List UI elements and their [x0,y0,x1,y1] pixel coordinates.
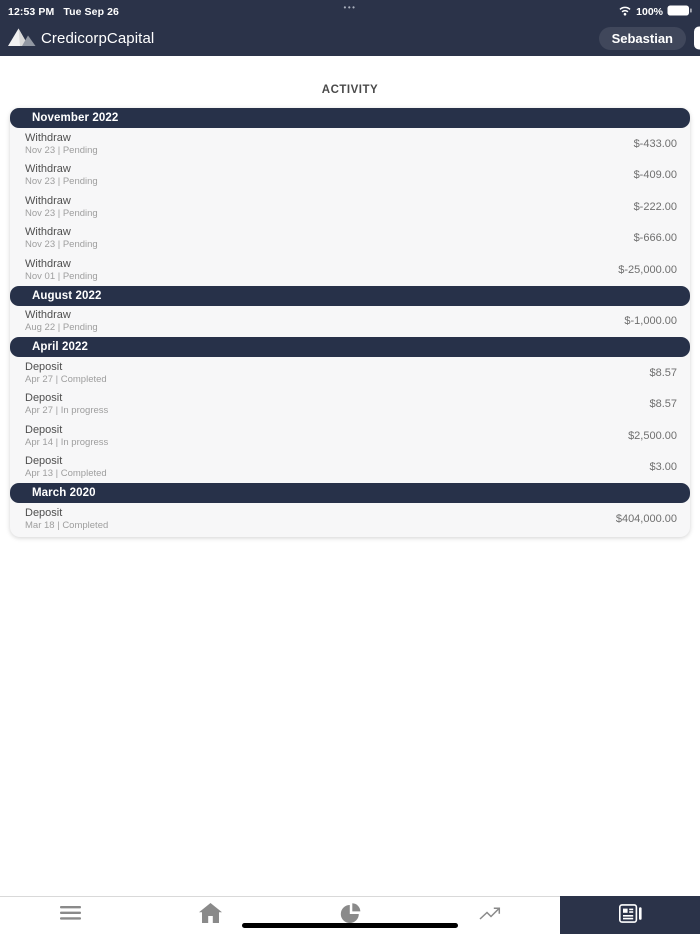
month-label: April 2022 [32,341,88,353]
transaction-row[interactable] [10,160,690,192]
transaction-amount: $3.00 [649,461,677,474]
transaction-row[interactable] [10,452,690,484]
transaction-row[interactable] [10,191,690,223]
transaction-type: Deposit [25,423,63,436]
transaction-amount: $8.57 [649,366,677,379]
month-section-header [10,286,690,306]
page-title: ACTIVITY [321,84,379,96]
user-button[interactable]: Sebastian [599,27,686,50]
month-section-header [10,108,690,128]
transaction-amount: $-25,000.00 [618,263,677,276]
transaction-date-status: Aug 22 | Pending [25,322,98,334]
battery-icon [667,5,692,19]
tab-menu[interactable] [0,897,140,934]
transaction-type: Withdraw [25,194,71,207]
transaction-type: Deposit [25,455,63,468]
hamburger-menu-icon [60,906,81,925]
month-label: November 2022 [32,112,119,124]
status-date: Tue Sep 26 [63,5,119,18]
transaction-amount: $-1,000.00 [624,315,677,328]
header-edge-accent [694,27,700,50]
transaction-amount: $-222.00 [633,200,677,213]
top-navy-bar [0,0,700,56]
transaction-amount: $404,000.00 [615,512,677,525]
transaction-type: Deposit [25,360,63,373]
transaction-type: Deposit [25,392,63,405]
transaction-row[interactable] [10,420,690,452]
battery-percent: 100% [636,5,663,18]
activity-card [10,108,690,537]
transaction-date-status: Apr 13 | Completed [25,468,107,480]
month-section-header [10,337,690,357]
month-label: March 2020 [32,487,96,499]
transaction-amount: $-666.00 [633,232,677,245]
status-bar [0,0,700,20]
trending-chart-icon [479,906,501,926]
transaction-type: Withdraw [25,163,71,176]
transaction-date-status: Mar 18 | Completed [25,519,109,531]
transaction-row[interactable] [10,254,690,286]
transaction-row[interactable] [10,223,690,255]
tab-home[interactable] [140,897,280,934]
transaction-amount: $-409.00 [633,169,677,182]
transaction-date-status: Nov 23 | Pending [25,239,98,251]
wifi-icon [618,5,632,19]
transaction-date-status: Nov 23 | Pending [25,176,98,188]
transaction-row[interactable] [10,128,690,160]
transaction-type: Withdraw [25,226,71,239]
tab-bar [0,896,700,934]
transaction-row[interactable] [10,306,690,338]
home-indicator[interactable] [242,923,458,928]
news-icon [619,904,642,928]
app-header [0,20,700,56]
month-label: August 2022 [32,289,102,302]
transaction-type: Withdraw [25,131,71,144]
tab-portfolio[interactable] [280,897,420,934]
transaction-date-status: Nov 23 | Pending [25,144,98,156]
transaction-row[interactable] [10,503,690,535]
brand [0,25,154,52]
multitask-dots-icon: ••• [343,3,357,12]
transaction-type: Deposit [25,506,63,519]
transaction-type: Withdraw [25,309,71,322]
transaction-row[interactable] [10,357,690,389]
transaction-row[interactable] [10,389,690,421]
month-section-header [10,483,690,503]
mountain-logo-icon [7,25,37,52]
home-icon [199,903,222,928]
transaction-amount: $2,500.00 [628,429,677,442]
transaction-date-status: Nov 23 | Pending [25,207,98,219]
transaction-date-status: Nov 01 | Pending [25,270,98,282]
transaction-amount: $-433.00 [633,137,677,150]
status-time: 12:53 PM [8,5,55,18]
transaction-date-status: Apr 27 | Completed [25,373,107,385]
transaction-amount: $8.57 [649,398,677,411]
transaction-type: Withdraw [25,257,71,270]
tab-activity[interactable] [560,897,700,934]
tab-performance[interactable] [420,897,560,934]
transaction-date-status: Apr 14 | In progress [25,436,109,448]
transaction-date-status: Apr 27 | In progress [25,405,109,417]
brand-name: CredicorpCapital [41,29,155,47]
